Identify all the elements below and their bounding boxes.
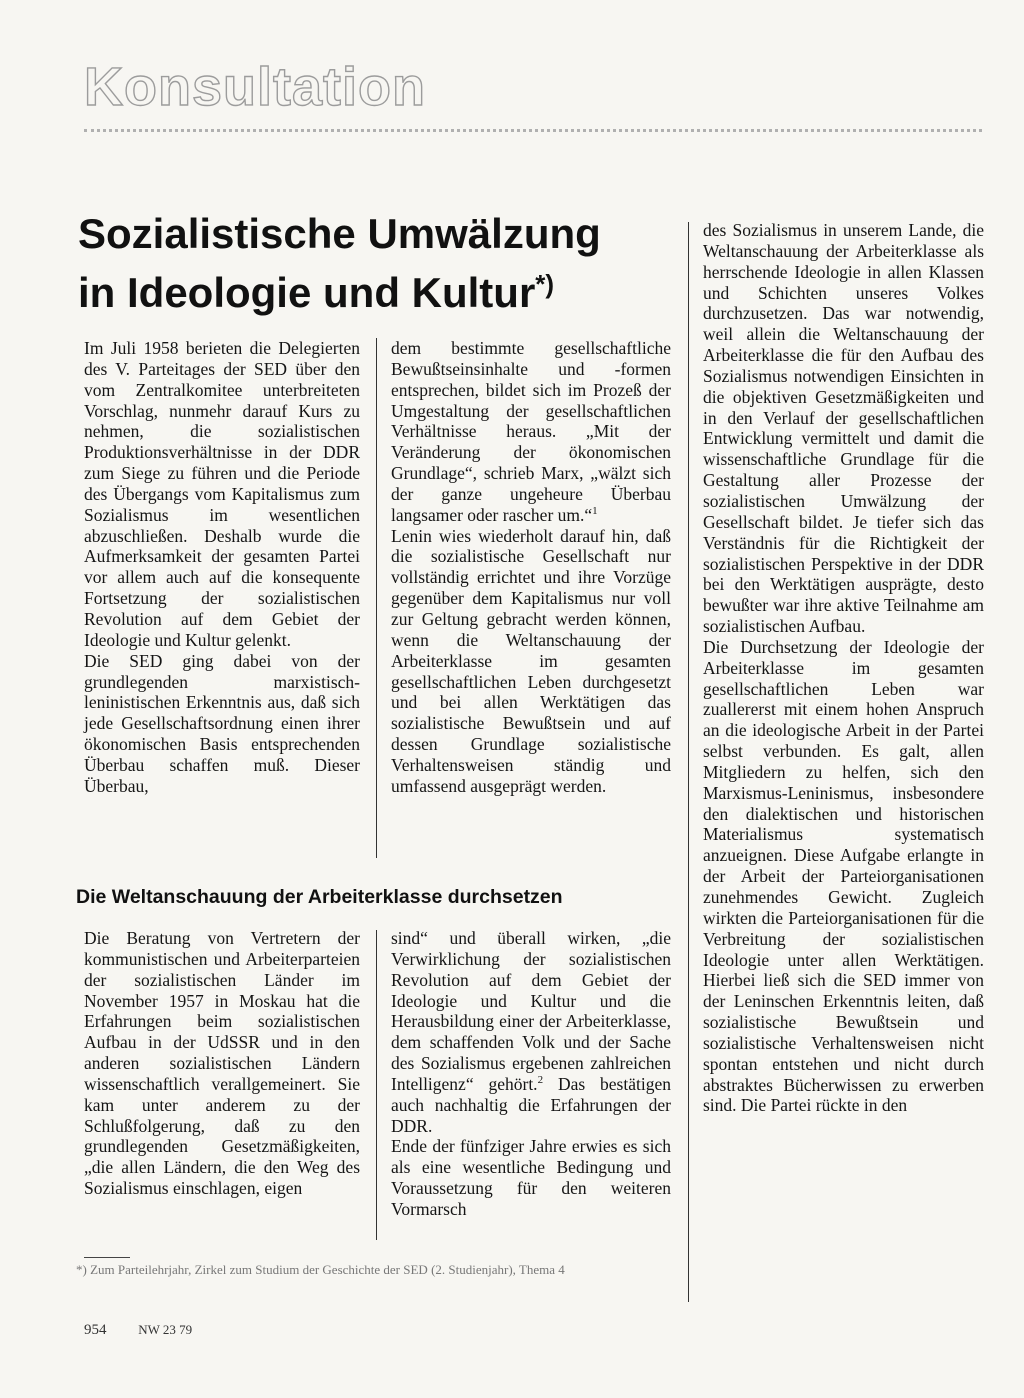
column-divider (376, 930, 377, 1240)
title-line-1: Sozialistische Umwälzung (78, 210, 601, 257)
paragraph: Die Beratung von Vertretern der kommunistischen und Arbeiterparteien der sozialistischen Länder im November 1957 in Moskau hat die Erfahrungen beim sozialistischen Aufbau in der UdSSR und in den anderen sozialistischen Ländern wissenschaftlich verallgemeinert. Sie kam unter anderem zu der Schlußfolgerung, daß zu den grundlegenden Gesetzmäßigkeiten, „die allen Ländern, die den Weg des Sozialismus einschlagen, eigen (84, 928, 360, 1199)
footnote-rule (84, 1257, 130, 1258)
title-footnote-mark: *) (535, 269, 555, 299)
marx-quote: dem bestimmte gesellschaftliche Bewußtseinsinhalte und -formen entsprechen, bildet sich im Prozeß der Umgestaltung der gesellschaftlichen Verhältnisse heraus. „Mit der Veränderung der ökonomischen Grundlage“, schrieb Marx, „wälzt sich der ganze ungeheure Überbau langsamer oder rascher um.“ (391, 338, 671, 525)
column-divider (376, 338, 377, 858)
page-number: 954 (84, 1322, 107, 1338)
quote-continuation: Das bestätigen auch nachhaltig die Erfahrungen der DDR. (391, 1073, 671, 1136)
column-2-top (391, 338, 671, 797)
paragraph: Ende der fünfziger Jahre erwies es sich als eine wesentliche Bedingung und Voraussetzung für den weiteren Vormarsch (391, 1136, 671, 1219)
paragraph: Die Durchsetzung der Ideologie der Arbeiterklasse im gesamten gesellschaftlichen Leben war zuallererst mit einem hohen Anspruch an die ideologische Arbeit in der Partei selbst verbunden. Es galt, allen Mitgliedern zu helfen, sich den Marxismus-Leninismus, insbesondere den dialektischen und historischen Materialismus systematisch anzueignen. Diese Aufgabe erlangte in der Arbeit der Parteiorganisationen zunehmendes Gewicht. Zugleich wirkten die Parteiorganisationen für die Verbreitung der sozialistischen Ideologie unter allen Werktätigen. Hierbei ließ sich die SED immer von der Leninschen Erkenntnis leiten, daß sozialistische Bewußtsein und sozialistische Verhaltensweisen nicht spontan entstehen und nicht durch abstraktes Bücherwissen zu erwerben sind. Die Partei rückte in den (703, 636, 984, 1116)
paragraph (391, 338, 671, 526)
article-title (78, 208, 678, 318)
section-rubric: Konsultation (84, 57, 426, 117)
page-footer (84, 1322, 192, 1339)
paragraph: Die SED ging dabei von der grundlegenden marxistisch-leninistischen Erkenntnis aus, daß sich jede Gesellschaftsordnung einen ihrer ökonomischen Basis entsprechenden Überbau schaffen muß. Dieser Überbau, (84, 650, 360, 796)
footnote-ref: 2 (537, 1074, 544, 1087)
conference-quote: sind“ und überall wirken, „die Verwirklichung der sozialistischen Revolution auf dem Gebiet der Ideologie und Kultur und die Herausbildung einer der Arbeiterklasse, dem schaffenden Volk und der Sache des Sozialismus ergebenen zahlreichen Intelligenz“ gehört. (391, 928, 671, 1094)
column-2-bottom (391, 928, 671, 1220)
column-1-bottom (84, 928, 360, 1199)
section-subheading: Die Weltanschauung der Arbeiterklasse durchsetzen (76, 886, 563, 908)
paragraph: Im Juli 1958 berieten die Delegierten des V. Parteitages der SED über den vom Zentralkomitee unterbreiteten Vorschlag, nunmehr darauf Kurs zu nehmen, die sozialistischen Produktionsverhältnisse in der DDR zum Siege zu führen und die Periode des Übergangs vom Kapitalismus zum Sozialismus im wesentlichen abzuschließen. Deshalb wurde die Aufmerksamkeit der gesamten Partei vor allem auch auf die konsequente Fortsetzung der sozialistischen Revolution auf dem Gebiet der Ideologie und Kultur gelenkt. (84, 338, 360, 650)
issue-label: NW 23 79 (138, 1322, 193, 1337)
column-1-top (84, 338, 360, 797)
footnote-ref: 1 (592, 504, 598, 517)
footnote: *) Zum Parteilehrjahr, Zirkel zum Studium der Geschichte der SED (2. Studienjahr), Thema 4 (76, 1262, 565, 1277)
title-line-2: in Ideologie und Kultur (78, 269, 536, 316)
paragraph (391, 928, 671, 1136)
paragraph: Lenin wies wiederholt darauf hin, daß die sozialistische Gesellschaft nur vollständig errichtet und ihre Vorzüge gegenüber dem Kapitalismus nur voll zur Geltung gebracht werden können, wenn die Weltanschauung der Arbeiterklasse im gesamten gesellschaftlichen Leben durchgesetzt und bei allen Werktätigen das sozialistische Bewußtsein und auf dessen Grundlage sozialistische Verhaltensweisen ständig und umfassend ausgeprägt werden. (391, 525, 671, 796)
column-divider (688, 222, 689, 1302)
rubric-rule (84, 129, 982, 132)
column-3 (703, 220, 984, 1116)
paragraph: des Sozialismus in unserem Lande, die Weltanschauung der Arbeiterklasse als herrschende Ideologie in allen Klassen und Schichten unseres Volkes durchzusetzen. Das war notwendig, weil allein die Weltanschauung der Arbeiterklasse die für den Aufbau des Sozialismus notwendigen Einsichten in die objektiven Gesetzmäßigkeiten und in den Verlauf der gesellschaftlichen Entwicklung vermittelt und damit die wissenschaftliche Grundlage für die Gestaltung aller Prozesse der sozialistischen Umwälzung der Gesellschaft bildet. Je tiefer sich das Verständnis für die Richtigkeit der sozialistischen Perspektive in der DDR bei den Werktätigen ausprägte, desto bewußter war ihre aktive Teilnahme am sozialistischen Aufbau. (703, 220, 984, 637)
